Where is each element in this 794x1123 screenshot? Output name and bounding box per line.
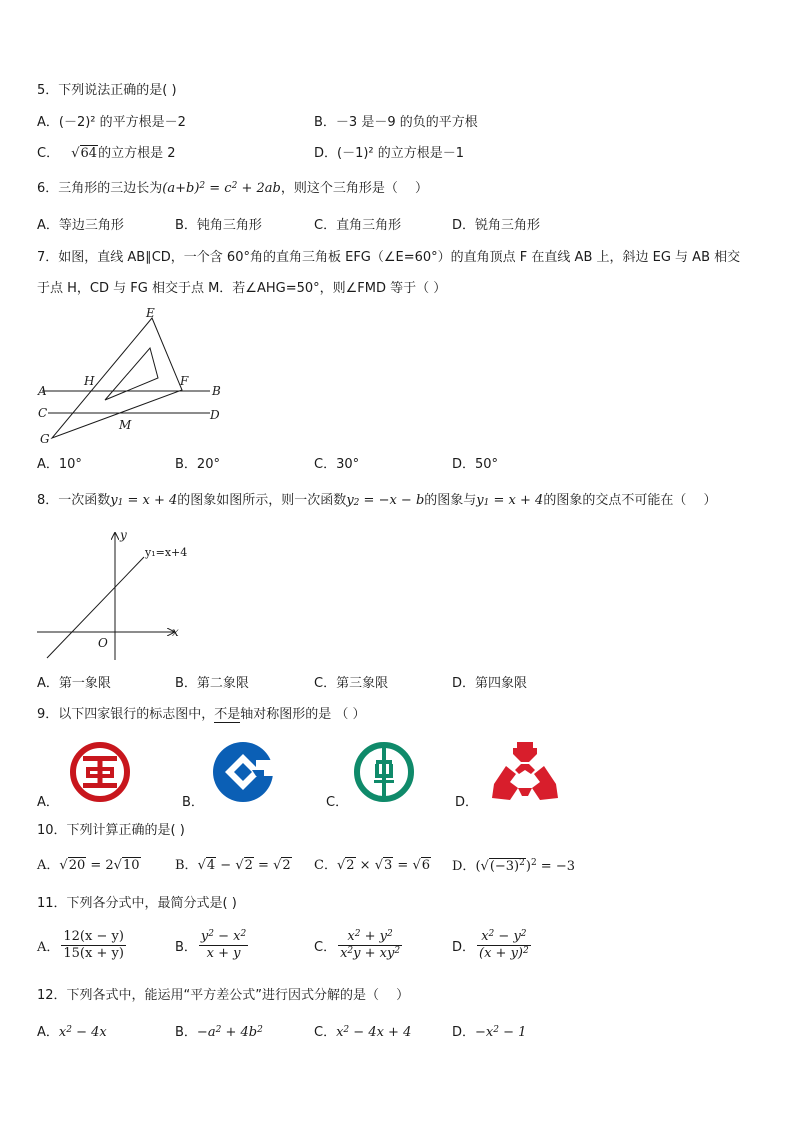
triangle-inner <box>105 348 158 400</box>
q6-option-c: C．直角三角形 <box>314 218 402 233</box>
label-f: F <box>180 374 189 388</box>
line-y1 <box>47 557 144 658</box>
q6-formula: $(a+b)^2 = c^2 + 2ab$ <box>162 181 281 196</box>
q12-stem: 12．下列各式中，能运用“平方差公式”进行因式分解的是（ ） <box>37 988 410 1003</box>
icbc-logo <box>68 740 132 804</box>
q9-option-a: A． <box>37 795 59 810</box>
q8-stem: 8．一次函数$y_1 = x + 4$的图象如图所示，则一次函数$y_2 = -x - b$的图象与$y_1 = x + 4$的图象的交点不可能在（ ） <box>37 493 717 508</box>
q8-option-a: A．第一象限 <box>37 676 111 691</box>
q5-stem: 5．下列说法正确的是( ) <box>37 83 177 98</box>
q5-option-d: D．(－1)² 的立方根是－1 <box>314 146 465 161</box>
q7-option-c: C．30° <box>314 457 360 472</box>
q8-option-b: B．第二象限 <box>175 676 249 691</box>
triangle-outer <box>52 318 182 438</box>
q11-option-d: D． $\frac{x^2 - y^2}{(x + y)^2}$ <box>452 929 529 961</box>
q7-option-b: B．20° <box>175 457 220 472</box>
q5-radicand: 64 <box>80 146 98 161</box>
label-m: M <box>119 418 132 432</box>
q7-stem-line1: 7．如图，直线 AB∥CD，一个含 60°角的直角三角板 EFG（∠E=60°）的直角顶点 F 在直线 AB 上，斜边 EG 与 AB 相交 <box>37 250 741 265</box>
q5-option-a: A．(－2)² 的平方根是－2 <box>37 115 186 130</box>
q9-stem: 9．以下四家银行的标志图中，不是轴对称图形的是 （ ） <box>37 707 366 722</box>
label-g: G <box>40 432 50 446</box>
q10-option-c: C．√2 × √3 = √6 <box>314 858 431 873</box>
q12-option-a: A．$x^2 - 4x$ <box>37 1025 107 1040</box>
label-b: B <box>212 384 221 398</box>
label-h: H <box>84 374 95 388</box>
q7-option-a: A．10° <box>37 457 82 472</box>
q12-option-b: B．$-a^2 + 4b^2$ <box>175 1025 263 1040</box>
q9-option-d: D． <box>455 795 479 810</box>
q7-option-d: D．50° <box>452 457 499 472</box>
label-o: O <box>98 636 108 650</box>
q10-option-a: A．√20 = 2√10 <box>37 858 140 873</box>
q5-option-c: C． √64的立方根是 2 <box>37 146 176 161</box>
boc-logo <box>488 740 562 804</box>
q11-option-c: C． $\frac{x^2 + y^2}{x^2y + xy^2}$ <box>314 929 401 961</box>
label-c: C <box>38 406 48 420</box>
q6-stem: 6．三角形的三边长为$(a+b)^2 = c^2 + 2ab$，则这个三角形是（ ） <box>37 181 428 196</box>
q6-option-d: D．锐角三角形 <box>452 218 541 233</box>
abc-logo <box>352 740 416 804</box>
q8-figure <box>32 525 202 665</box>
q11-stem: 11．下列各分式中，最简分式是( ) <box>37 896 237 911</box>
q7-stem-line2: 于点 H，CD 与 FG 相交于点 M．若∠AHG=50°，则∠FMD 等于（ ） <box>37 281 447 296</box>
q8-option-d: D．第四象限 <box>452 676 528 691</box>
q12-option-d: D．$-x^2 - 1$ <box>452 1025 527 1040</box>
q9-option-b: B． <box>182 795 204 810</box>
q6-option-b: B．钝角三角形 <box>175 218 262 233</box>
q10-option-b: B．√4 − √2 = √2 <box>175 858 291 873</box>
q8-option-c: C．第三象限 <box>314 676 389 691</box>
label-x: x <box>172 625 179 639</box>
label-line: y₁=x+4 <box>145 546 188 559</box>
q11-option-b: B． $\frac{y^2 - x^2}{x + y}$ <box>175 929 247 961</box>
q11-option-a: A． $\frac{12(x - y)}{15(x + y)}$ <box>37 929 124 961</box>
q10-stem: 10．下列计算正确的是( ) <box>37 823 185 838</box>
label-y: y <box>120 528 127 542</box>
q7-figure <box>30 305 230 450</box>
q5-option-b: B．－3 是－9 的负的平方根 <box>314 115 478 130</box>
label-e: E <box>146 306 155 320</box>
label-a: A <box>38 384 47 398</box>
q10-option-d: D．$(√(-3)^2)^2 = -3$ <box>452 858 575 874</box>
q9-option-c: C． <box>326 795 349 810</box>
ccb-logo <box>212 740 276 804</box>
q6-option-a: A．等边三角形 <box>37 218 124 233</box>
label-d: D <box>210 408 220 422</box>
q12-option-c: C．$x^2 - 4x + 4$ <box>314 1025 412 1040</box>
